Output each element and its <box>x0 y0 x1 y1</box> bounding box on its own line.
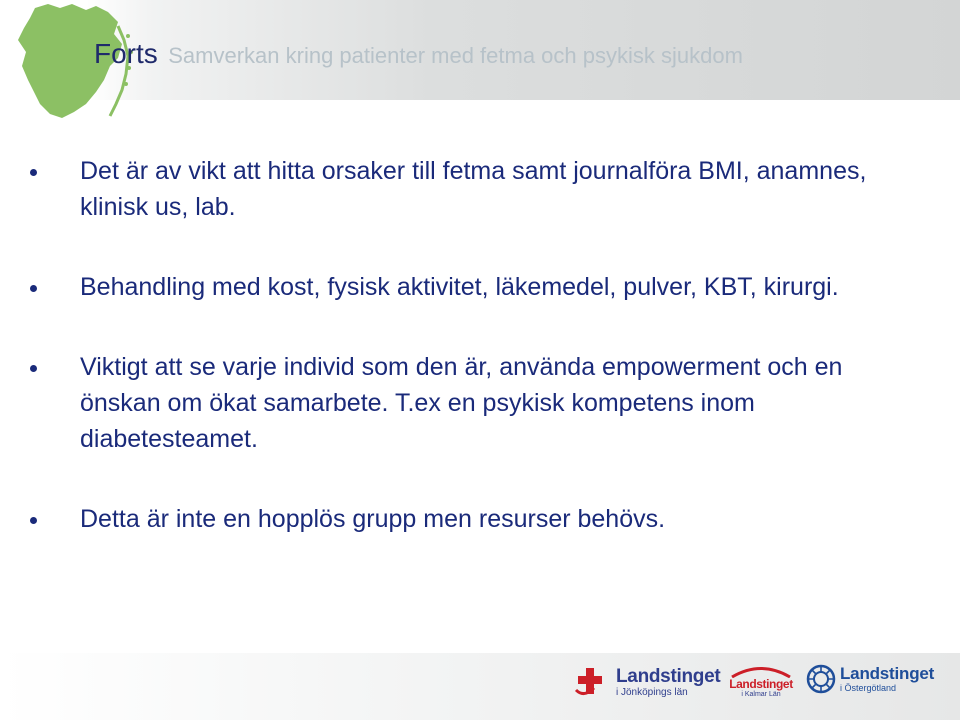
bullet-text: Detta är inte en hopplös grupp men resurser behövs. <box>80 505 666 533</box>
logo-landstinget-ostergotland <box>806 664 934 694</box>
bullet-dot-icon <box>30 517 37 524</box>
red-cross-heart-icon <box>572 664 612 700</box>
bullet-text: Behandling med kost, fysisk aktivitet, läkemedel, pulver, KBT, kirurgi. <box>80 273 839 301</box>
bullet-dot-icon <box>30 365 37 372</box>
title-main: Forts <box>94 38 158 69</box>
title-subtitle: Samverkan kring patienter med fetma och psykisk sjukdom <box>168 43 743 68</box>
slide-title <box>94 34 743 74</box>
bullet-dot-icon <box>30 285 37 292</box>
red-arc-icon <box>726 664 796 678</box>
bullet-text: Viktigt att se varje individ som den är, använda empowerment och en önskan om ökat samarbete. T.ex en psykisk kompetens inom diabetesteamet. <box>80 353 843 453</box>
bullet-item <box>30 153 930 225</box>
logo-region: i Kalmar Län <box>741 691 781 698</box>
logo-landstinget-kalmar <box>726 664 796 698</box>
blue-sun-seal-icon <box>806 664 836 694</box>
logo-name: Landstinget <box>840 664 935 683</box>
bullet-item <box>30 349 930 457</box>
bullet-dot-icon <box>30 169 37 176</box>
bullet-item <box>30 269 930 305</box>
logo-name: Landstinget <box>729 677 793 691</box>
logo-region: i Jönköpings län <box>616 686 688 698</box>
bullet-text: Det är av vikt att hitta orsaker till fetma samt journalföra BMI, anamnes, klinisk us, lab. <box>80 157 867 221</box>
bullet-item <box>30 501 930 537</box>
logo-name: Landstinget <box>616 665 721 687</box>
logo-region: i Östergötland <box>840 683 897 693</box>
bullet-list <box>30 153 930 537</box>
logo-landstinget-jonkoping <box>572 664 720 700</box>
